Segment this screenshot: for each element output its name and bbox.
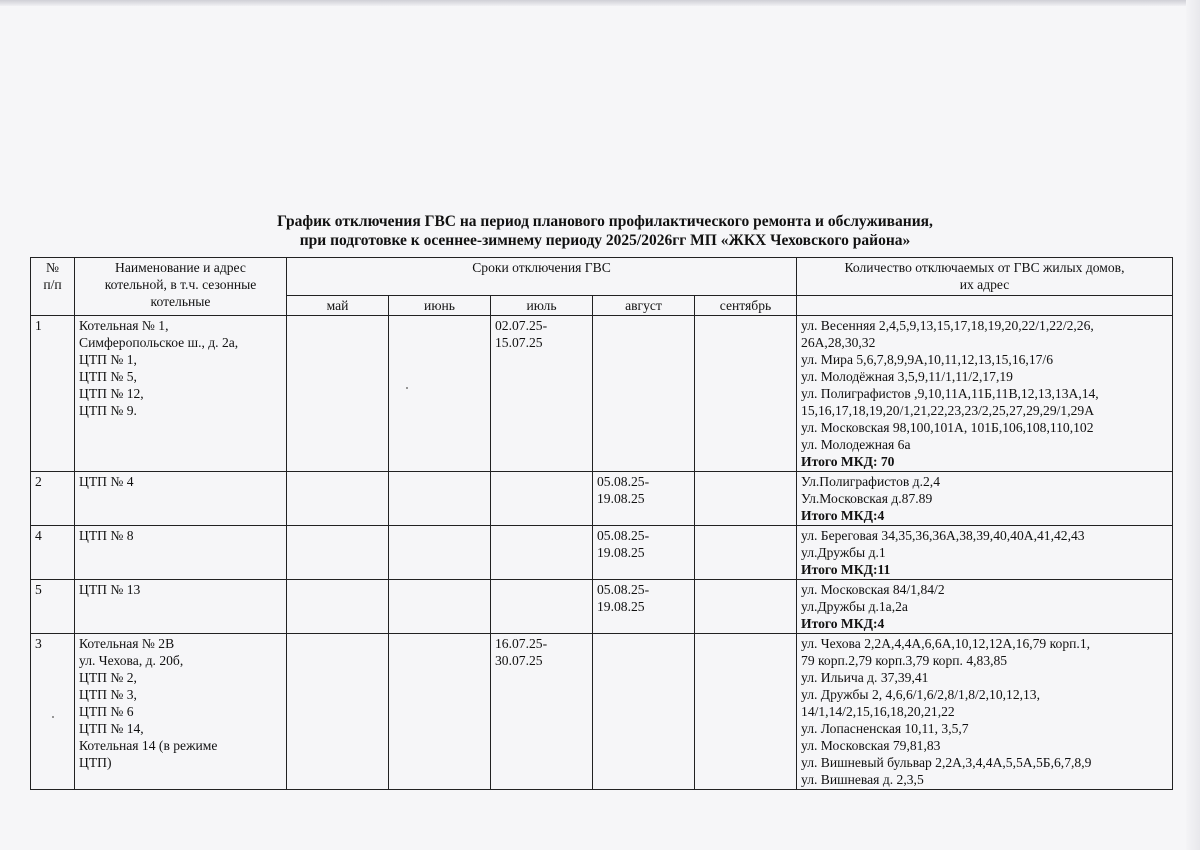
- row-num: 1: [31, 316, 75, 472]
- row-date-june: [389, 580, 491, 634]
- row-date-august: [593, 634, 695, 790]
- row-boiler-name: ЦТП № 8: [75, 526, 287, 580]
- row-date-june: [389, 634, 491, 790]
- row-date-june: [389, 526, 491, 580]
- table-row: [31, 634, 1173, 790]
- house-address-line: 15,16,17,18,19,20/1,21,22,23,23/2,25,27,29,29/1,29А: [801, 403, 1095, 418]
- row-date-july: [491, 472, 593, 526]
- row-houses: [797, 634, 1173, 790]
- row-date-september: [695, 472, 797, 526]
- house-address-line: ул.Дружбы д.1: [801, 545, 886, 560]
- header-period: Сроки отключения ГВС: [287, 258, 797, 296]
- row-total: Итого МКД: 70: [801, 454, 895, 469]
- row-boiler-name: ЦТП № 4: [75, 472, 287, 526]
- table-row: [31, 526, 1173, 580]
- header-num: № п/п: [31, 258, 75, 316]
- row-num: 3: [31, 634, 75, 790]
- row-date-june: [389, 472, 491, 526]
- row-boiler-name: Котельная № 1, Симферопольское ш., д. 2а, ЦТП № 1, ЦТП № 5, ЦТП № 12, ЦТП № 9.: [75, 316, 287, 472]
- row-date-july: 16.07.25- 30.07.25: [491, 634, 593, 790]
- header-month-june: июнь: [389, 296, 491, 316]
- house-address-line: 79 корп.2,79 корп.3,79 корп. 4,83,85: [801, 653, 1008, 668]
- house-address-line: Ул.Московская д.87.89: [801, 491, 933, 506]
- row-num: 2: [31, 472, 75, 526]
- house-address-line: ул. Молодёжная 3,5,9,11/1,11/2,17,19: [801, 369, 1013, 384]
- row-date-august: 05.08.25- 19.08.25: [593, 580, 695, 634]
- row-date-july: [491, 580, 593, 634]
- row-boiler-name: Котельная № 2В ул. Чехова, д. 20б, ЦТП № 2, ЦТП № 3, ЦТП № 6 ЦТП № 14, Котельная 14 (в режиме ЦТП): [75, 634, 287, 790]
- row-date-may: [287, 526, 389, 580]
- house-address-line: ул. Лопасненская 10,11, 3,5,7: [801, 721, 969, 736]
- table-row: [31, 580, 1173, 634]
- row-boiler-name: ЦТП № 13: [75, 580, 287, 634]
- row-total: Итого МКД:4: [801, 616, 885, 631]
- row-houses: [797, 526, 1173, 580]
- schedule-body: [31, 316, 1173, 790]
- row-date-july: 02.07.25- 15.07.25: [491, 316, 593, 472]
- header-month-may: май: [287, 296, 389, 316]
- house-address-line: ул. Ильича д. 37,39,41: [801, 670, 929, 685]
- row-total: Итого МКД:11: [801, 562, 891, 577]
- row-num: 5: [31, 580, 75, 634]
- schedule-table: [30, 257, 1173, 790]
- row-date-september: [695, 526, 797, 580]
- table-row: [31, 472, 1173, 526]
- header-name: Наименование и адрес котельной, в т.ч. сезонные котельные: [75, 258, 287, 316]
- house-address-line: ул. Московская 98,100,101А, 101Б,106,108,110,102: [801, 420, 1094, 435]
- house-address-line: ул.Дружбы д.1а,2а: [801, 599, 908, 614]
- row-houses: [797, 580, 1173, 634]
- house-address-line: ул. Полиграфистов ,9,10,11А,11Б,11В,12,13,13А,14,: [801, 386, 1099, 401]
- row-date-july: [491, 526, 593, 580]
- row-date-september: [695, 316, 797, 472]
- row-date-september: [695, 634, 797, 790]
- row-date-may: [287, 580, 389, 634]
- header-houses: Количество отключаемых от ГВС жилых домов, их адрес: [797, 258, 1173, 296]
- scan-edge-top: [0, 0, 1200, 6]
- house-address-line: ул. Мира 5,6,7,8,9,9А,10,11,12,13,15,16,17/6: [801, 352, 1053, 367]
- title-line-2: при подготовке к осеннее-зимнему периоду 2025/2026гг МП «ЖКХ Чеховского района»: [299, 232, 911, 249]
- house-address-line: ул. Вишневый бульвар 2,2А,3,4,4А,5,5А,5Б,6,7,8,9: [801, 755, 1092, 770]
- house-address-line: ул. Московская 84/1,84/2: [801, 582, 945, 597]
- scan-edge-right: [1186, 0, 1200, 850]
- header-month-september: сентябрь: [695, 296, 797, 316]
- house-address-line: 14/1,14/2,15,16,18,20,21,22: [801, 704, 955, 719]
- title-line-1: График отключения ГВС на период планового профилактического ремонта и обслуживания,: [277, 213, 933, 230]
- row-houses: [797, 472, 1173, 526]
- table-row: [31, 316, 1173, 472]
- house-address-line: ул. Весенняя 2,4,5,9,13,15,17,18,19,20,22/1,22/2,26,: [801, 318, 1094, 333]
- scan-speck: [406, 387, 408, 389]
- house-address-line: 26А,28,30,32: [801, 335, 876, 350]
- row-total: Итого МКД:4: [801, 508, 885, 523]
- house-address-line: Ул.Полиграфистов д.2,4: [801, 474, 940, 489]
- house-address-line: ул. Береговая 34,35,36,36А,38,39,40,40А,41,42,43: [801, 528, 1085, 543]
- row-date-may: [287, 634, 389, 790]
- house-address-line: ул. Чехова 2,2А,4,4А,6,6А,10,12,12А,16,79 корп.1,: [801, 636, 1091, 651]
- scan-speck: [52, 716, 54, 718]
- house-address-line: ул. Молодежная 6а: [801, 437, 911, 452]
- house-address-line: ул. Дружбы 2, 4,6,6/1,6/2,8/1,8/2,10,12,13,: [801, 687, 1041, 702]
- row-date-may: [287, 316, 389, 472]
- header-houses-sub: [797, 296, 1173, 316]
- row-date-june: [389, 316, 491, 472]
- row-date-august: 05.08.25- 19.08.25: [593, 472, 695, 526]
- row-date-august: 05.08.25- 19.08.25: [593, 526, 695, 580]
- row-date-may: [287, 472, 389, 526]
- row-num: 4: [31, 526, 75, 580]
- house-address-line: ул. Вишневая д. 2,3,5: [801, 772, 924, 787]
- document-title: [40, 212, 1170, 250]
- row-date-september: [695, 580, 797, 634]
- row-date-august: [593, 316, 695, 472]
- header-month-july: июль: [491, 296, 593, 316]
- header-month-august: август: [593, 296, 695, 316]
- house-address-line: ул. Московская 79,81,83: [801, 738, 941, 753]
- row-houses: [797, 316, 1173, 472]
